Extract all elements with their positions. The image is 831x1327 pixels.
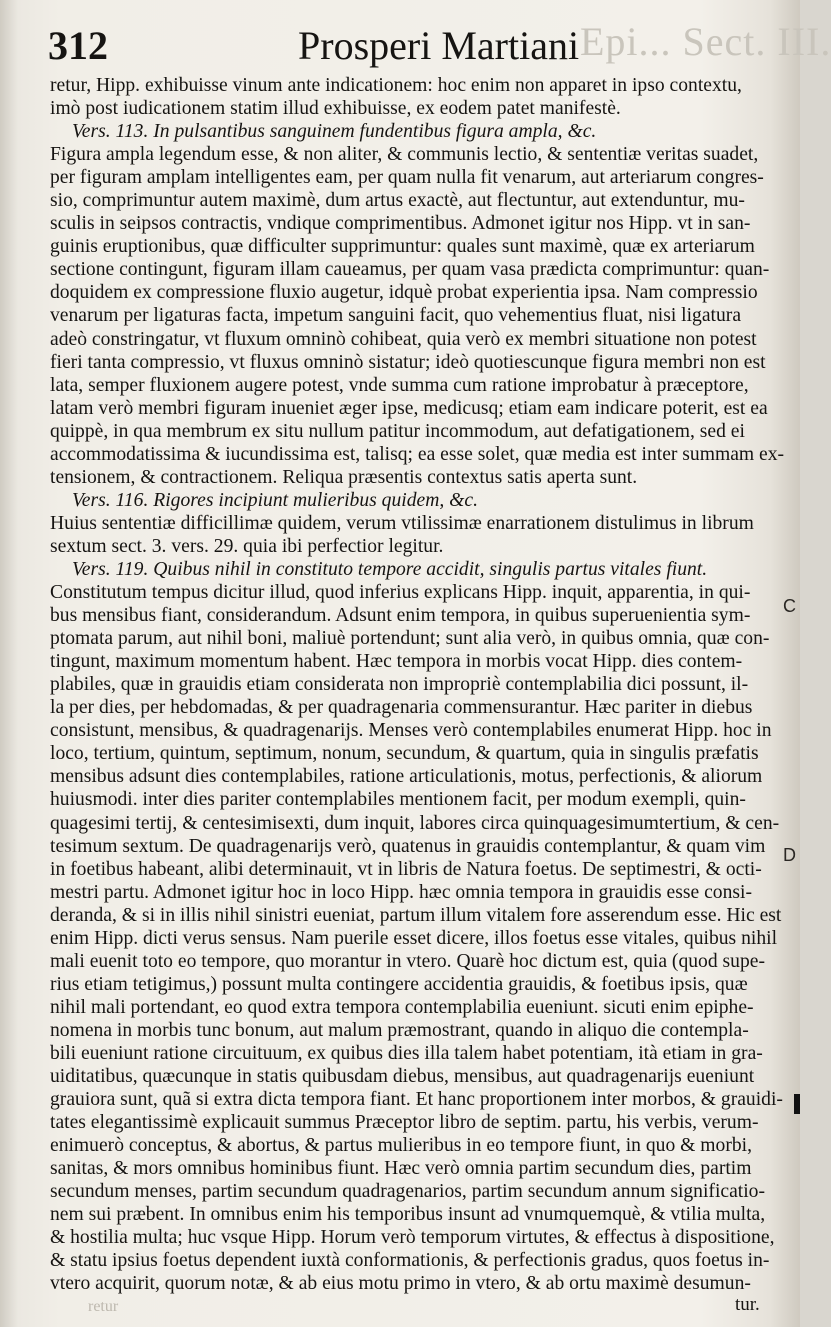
text-line: & statu ipsius foetus dependent iuxtà conformationis, & perfectionis gradus, quos foetus in- — [50, 1250, 770, 1272]
text-line: nihil mali portendant, eo quod extra tempora contemplabilia eueniunt. sicuti enim epiphe- — [50, 996, 754, 1018]
text-line: Figura ampla legendum esse, & non aliter, & communis lectio, & sententiæ veritas suadet, — [50, 144, 759, 166]
text-line: Vers. 113. In pulsantibus sanguinem fundentibus figura ampla, &c. — [72, 121, 597, 143]
text-line: tingunt, maximum momentum habent. Hæc tempora in morbis vocat Hipp. dies contem- — [50, 651, 743, 673]
text-line: Vers. 116. Rigores incipiunt mulieribus quidem, &c. — [72, 489, 478, 511]
text-line: tates elegantissimè explicauit summus Præceptor libro de septim. partu, his verbis, verum- — [50, 1112, 759, 1134]
text-line: sextum sect. 3. vers. 29. quia ibi perfectior legitur. — [50, 535, 444, 557]
text-line: mestri partu. Admonet igitur hoc in loco Hipp. hæc omnia tempora in grauidis esse consi- — [50, 881, 752, 903]
text-line: secundum menses, partim secundum quadragenarios, partim secundum annum significatio- — [50, 1181, 765, 1203]
text-line: accommodatissima & iucundissima est, talisq; ea esse solet, quæ media est inter summam ex- — [50, 443, 785, 465]
text-body — [50, 74, 785, 1295]
text-line: per figuram amplam intelligentes eam, per quam nulla fit venarum, aut arteriarum congres- — [50, 167, 764, 189]
text-line: latam verò membri figuram inueniet æger ipse, medicusq; etiam eam indicare poterit, est ea — [50, 397, 768, 419]
text-line: imò post iudicationem statim illud exhibuisse, ex eodem patet manifestè. — [50, 98, 621, 120]
text-line: nem sui præbent. In omnibus enim his temporibus insunt ad vnumquemquè, & vtilia multa, — [50, 1204, 766, 1226]
text-line: mali euenit toto eo tempore, quo morantur in vtero. Quarè hoc dictum est, quia (quod supe- — [50, 950, 765, 972]
text-line: guinis eruptionibus, quæ difficulter supprimuntur: quales sunt maximè, quæ ex arteriarum — [50, 236, 755, 258]
text-line: & hostilia multa; huc vsque Hipp. Horum verò temporum virtutes, & effectus à dispositione, — [50, 1227, 775, 1249]
bleed-through-bottom: retur — [88, 1298, 119, 1315]
text-line: lata, semper fluxionem augere potest, vnde summa cum ratione improbatur à præceptore, — [50, 374, 749, 396]
page-header — [48, 22, 608, 74]
text-line: retur, Hipp. exhibuisse vinum ante indicationem: hoc enim non apparet in ipso contextu, — [50, 75, 742, 96]
text-line: fieri tanta compressio, vt fluxus omninò sistatur; ideò quotiescunque figura membri non est — [50, 351, 766, 373]
text-line: bus mensibus fiant, considerandum. Adsunt enim tempora, in quibus superuenientia sym- — [50, 605, 751, 627]
text-line: sanitas, & mors omnibus hominibus fiunt. Hæc verò omnia partim secundum dies, partim — [50, 1158, 752, 1180]
text-line: grauiora sunt, quã si extra dicta tempora fiant. Et hanc proportionem inter morbos, & grauidi- — [50, 1089, 783, 1111]
text-line: ptomata parum, aut nihil boni, maliuè portendunt; sunt alia verò, in quibus omnia, quæ con- — [50, 628, 770, 650]
page-number: 312 — [48, 23, 108, 68]
edge-tab-mark — [794, 1094, 800, 1114]
text-line: rius etiam tetigimus,) possunt multa contingere accidentia grauidis, & foetibus ipsis, quæ — [50, 973, 748, 995]
bleed-through-text: Epi... Sect. III. — [580, 19, 831, 64]
text-line: mensibus adsunt dies contemplabiles, ratione articulationis, motus, perfectionis, & aliorum — [50, 766, 763, 788]
text-line: deranda, & si in illis nihil sinistri eueniat, partum illum vitalem fore asserendum esse. Hic est — [50, 904, 782, 926]
text-line: loco, tertium, quintum, septimum, nonum, secundum, & quartum, quia in singulis præfatis — [50, 743, 759, 765]
text-line: nomena in morbis tunc bonum, aut malum præmostrant, quando in aliquo die contempla- — [50, 1019, 749, 1041]
text-line: enimuerò conceptus, & abortus, & partus mulieribus in eo tempore fiunt, in quo & morbi, — [50, 1135, 752, 1157]
text-line: bili eueniunt ratione circuituum, ex quibus dies illa talem habet potentiam, ità etiam in gra- — [50, 1042, 763, 1064]
text-line: venarum per ligaturas facta, impetum sanguini facit, quo vehementius fluat, nisi ligatura — [50, 305, 742, 327]
text-line: Constitutum tempus dicitur illud, quod inferius explicans Hipp. inquit, apparentia, in qui- — [50, 582, 751, 604]
text-line: la per dies, per hebdomadas, & per quadragenaria commensurantur. Hæc pariter in diebus — [50, 697, 753, 719]
text-line: consistunt, mensibus, & quadragenarijs. Menses verò contemplabiles enumerat Hipp. hoc in — [50, 720, 772, 742]
text-line: sculis in seipsos contractis, vndique comprimentibus. Admonet igitur nos Hipp. vt in san- — [50, 213, 751, 235]
margin-letter-c: C — [783, 596, 796, 616]
text-line: plabiles, quæ in grauidis etiam considerata non impropriè contemplabilia dici possunt, il- — [50, 674, 749, 696]
text-line: huiusmodi. inter dies pariter contemplabiles mentionem facit, per modum exempli, quin- — [50, 789, 746, 811]
text-line: quippè, in qua membrum ex situ nullum patitur incommodum, aut defatigationem, sed ei — [50, 420, 745, 442]
text-line: in foetibus habeant, alibi determinauit, vt in libris de Natura foetus. De septimestri, & octi- — [50, 858, 762, 880]
text-line: tensionem, & contractionem. Reliqua præsentis contextus satis aperta sunt. — [50, 466, 638, 488]
text-line: vtero acquirit, quorum notæ, & ab eius motu primo in vtero, & ab ortu maximè desumun- — [50, 1273, 751, 1295]
text-line: sio, comprimuntur autem maximè, dum artus exactè, aut flectuntur, aut extenduntur, mu- — [50, 190, 745, 212]
text-line: quagesimi tertij, & centesimisexti, dum inquit, labores circa quinquagesimumtertium, & cen- — [50, 812, 780, 834]
text-line: sectione contingunt, figuram illam caueamus, per quam vasa prædicta comprimuntur: quan- — [50, 259, 770, 281]
text-line: Huius sententiæ difficillimæ quidem, verum vtilissimæ enarrationem distulimus in librum — [50, 512, 754, 534]
margin-letter-d: D — [783, 845, 796, 865]
text-line: uiditatibus, quæcunque in statis quibusdam diebus, mensibus, aut quadragenarijs eueniunt — [50, 1066, 755, 1088]
catchword: tur. — [735, 1294, 760, 1315]
text-line: tesimum sextum. De quadragenarijs verò, quatenus in grauidis contemplantur, & quam vim — [50, 835, 766, 857]
text-line: doquidem ex compressione fluxio augetur, idquè probat experientia ipsa. Nam compressio — [50, 282, 758, 304]
text-line: enim Hipp. dicti verus sensus. Nam puerile esset dicere, illos foetus esse vitales, quibus nihil — [50, 927, 778, 949]
text-line: Vers. 119. Quibus nihil in constituto tempore accidit, singulis partus vitales fiunt. — [72, 558, 708, 580]
text-line: adeò constringatur, vt fluxum omninò cohibeat, quia verò ex membri situatione non potest — [50, 328, 757, 350]
running-title: Prosperi Martiani — [298, 23, 580, 68]
